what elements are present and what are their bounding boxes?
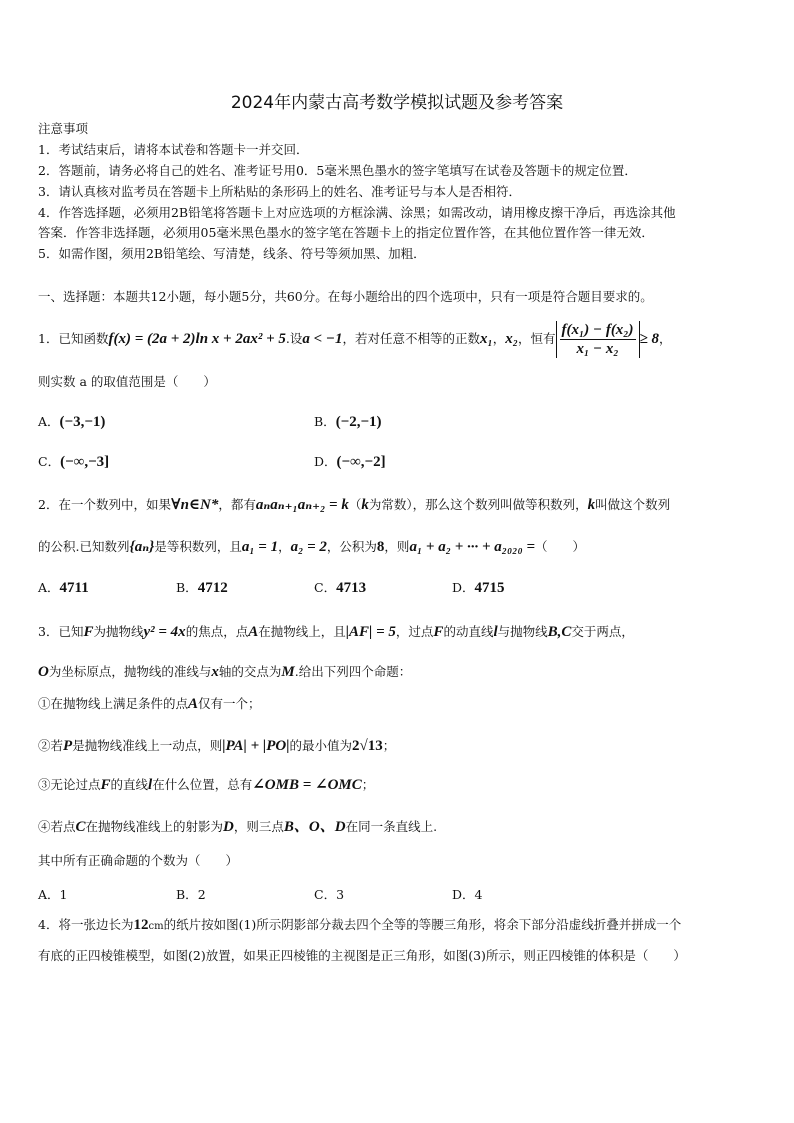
notice-item: 4．作答选择题，必须用2B铅笔将答题卡上对应选项的方框涂满、涂黑；如需改动，请用橡皮擦干净后，再选涂其他 [38,205,676,220]
q1-option-c[interactable]: C．(−∞,−3] [38,454,110,470]
question-3: 3．已知F为抛物线y² = 4x的焦点，点A在抛物线上，且|AF| = 5，过点F的动直线l与抛物线B,C交于两点， [38,624,634,640]
notice-heading: 注意事项 [38,121,89,136]
question-2-line2: 的公积.已知数列{aₙ}是等积数列，且a₁ = 1，a₂ = 2，公积为8，则a₁ + a₂ + ··· + a₂₀₂₀ =（ ） [38,539,586,555]
q3-option-d[interactable]: D．4 [452,887,483,902]
q2-option-a[interactable]: A．4711 [38,580,89,596]
page-title: 2024年内蒙古高考数学模拟试题及参考答案 [230,93,564,113]
proposition-4: ④若点C在抛物线准线上的射影为D，则三点B、O、D在同一条直线上. [38,819,438,835]
q3-option-c[interactable]: C．3 [314,887,345,902]
question-4: 4．将一张边长为12cm的纸片按如图(1)所示阴影部分裁去四个全等的等腰三角形，将余下部分沿虚线折叠并拼成一个 [38,917,682,933]
q2-option-d[interactable]: D．4715 [452,580,505,596]
notice-item: 1．考试结束后，请将本试卷和答题卡一并交回． [38,142,309,157]
question-1-line2: 则实数 a 的取值范围是（ ） [38,374,216,389]
question-1: 1．已知函数f(x) = (2a + 2)ln x + 2ax² + 5.设a < −1，若对任意不相等的正数x₁，x₂，恒有 $\frac{\text{f(x₁) − f(x₂)}}{\text{x₁ − x₂}}$ ≥ 8， [38,322,672,357]
question-4-line2: 有底的正四棱锥模型，如图(2)放置，如果正四棱锥的主视图是正三角形，如图(3)所示，则正四棱锥的体积是（ ） [38,948,686,963]
proposition-2: ②若P是抛物线准线上一动点，则|PA| + |PO|的最小值为2√13； [38,738,396,754]
proposition-1: ①在抛物线上满足条件的点A仅有一个； [38,696,261,712]
notice-item: 3．请认真核对监考员在答题卡上所粘贴的条形码上的姓名、准考证号与本人是否相符． [38,184,521,199]
notice-item: 2．答题前，请务必将自己的姓名、准考证号用0．5毫米黑色墨水的签字笔填写在试卷及答题卡的规定位置． [38,163,637,178]
q3-option-b[interactable]: B．2 [176,887,206,902]
notice-item: 5．如需作图，须用2B铅笔绘、写清楚，线条、符号等须加黑、加粗． [38,246,426,261]
q1-option-a[interactable]: A．(−3,−1) [38,414,106,430]
section-heading: 一、选择题：本题共12小题，每小题5分，共60分。在每小题给出的四个选项中，只有一项是符合题目要求的。 [38,289,653,304]
q2-option-c[interactable]: C．4713 [314,580,367,596]
q1-option-d[interactable]: D．(−∞,−2] [314,454,386,470]
question-3-ask: 其中所有正确命题的个数为（ ） [38,853,239,868]
q3-option-a[interactable]: A．1 [38,887,68,902]
q1-option-b[interactable]: B．(−2,−1) [314,414,382,430]
question-3-line2: O为坐标原点，抛物线的准线与x轴的交点为M.给出下列四个命题： [38,664,412,680]
proposition-3: ③无论过点F的直线l在什么位置，总有∠OMB = ∠OMC； [38,777,375,793]
notice-item: 答案．作答非选择题，必须用05毫米黑色墨水的签字笔在答题卡上的指定位置作答，在其他位置作答一律无效． [38,225,654,240]
q2-option-b[interactable]: B．4712 [176,580,228,596]
question-2: 2．在一个数列中，如果∀n∈N*，都有aₙaₙ₊₁aₙ₊₂ = k（k为常数），那么这个数列叫做等积数列，k叫做这个数列 [38,497,671,513]
